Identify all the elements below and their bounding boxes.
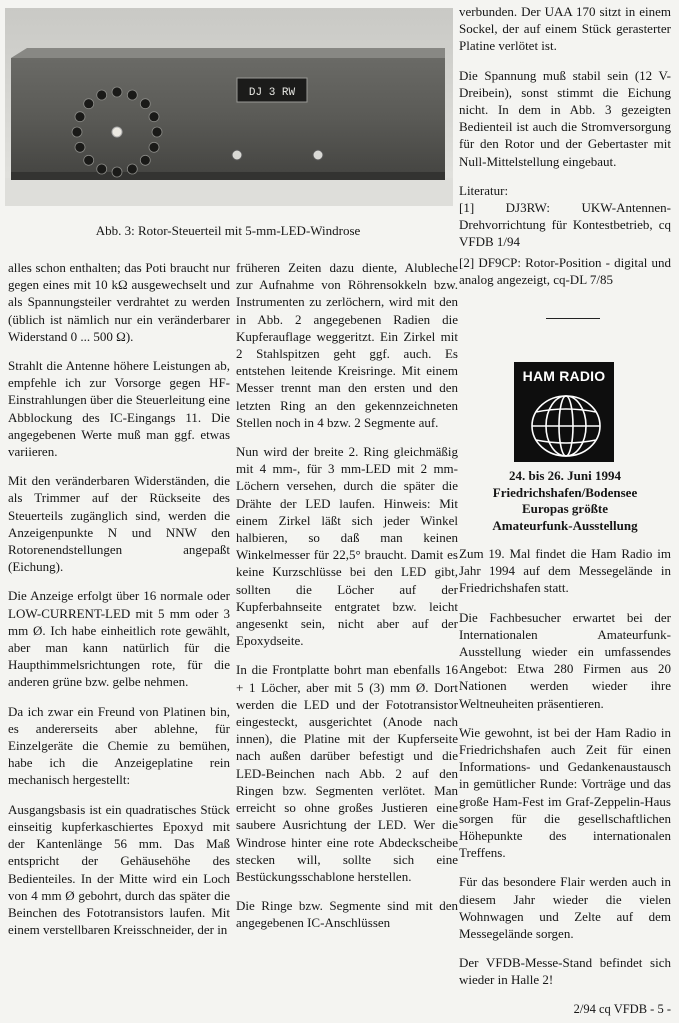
led-dot xyxy=(127,90,137,100)
column-3-bottom xyxy=(459,545,671,1001)
body-paragraph: Für das besondere Flair werden auch in diesem Jahr wieder die vielen Wohnwagen und Zelte auf dem Messegelände sorgen. xyxy=(459,874,671,942)
led-dot xyxy=(112,167,122,177)
led-dot xyxy=(149,142,159,152)
body-paragraph: Strahlt die Antenne höhere Leistungen ab, empfehle ich zur Vorsorge gegen HF-Einstrahlungen über die Steuerleitung eine Abblockung des IC-Eingangs 11. Die angegebenen Werte muß man ggf. etwas variieren. xyxy=(8,358,230,460)
body-paragraph: Der VFDB-Messe-Stand befindet sich wieder in Halle 2! xyxy=(459,955,671,988)
event-place: Friedrichshafen/Bodensee xyxy=(492,484,638,500)
column-1 xyxy=(8,259,230,950)
figure-caption: Abb. 3: Rotor-Steuerteil mit 5-mm-LED-Windrose xyxy=(95,223,361,238)
body-paragraph: Die Spannung muß stabil sein (12 V-Dreibein), sonst stimmt die Eichung nicht. In dem in Abb. 3 gezeigten Bedienteil ist auch die Stromversorgung für den Rotor und der Gebertaster mit Null-Mittelstellung eingebaut. xyxy=(459,67,671,169)
section-divider xyxy=(546,318,600,319)
body-paragraph: Ausgangsbasis ist ein quadratisches Stück einseitig kupferkaschiertes Epoxyd mit der Kantenlänge 56 mm. Das Maß entspricht der Gehäusehöhe des Bedienteiles. In der Mitte wird ein Loch von 4 mm Ø gebohrt, durch das später die Beinchen des Fototransistors laufen. Mit einem verstellbaren Kreisschneider, der in xyxy=(8,801,230,938)
event-headline xyxy=(459,468,671,534)
led-dot xyxy=(127,164,137,174)
led-dot xyxy=(72,127,82,137)
rotor-control-photo xyxy=(5,8,453,206)
body-paragraph: Nun wird der breite 2. Ring gleichmäßig mit 4 mm-, für 3 mm-LED mit 2 mm-Löchern versehen, durch die später die Drähte der LED laufen. Hinweis: Mit einem Zirkel läßt sich jeder Winkel halbieren, so daß man keinen Winkelmesser für 22,5° braucht. Damit es keine Kurzschlüsse bei den LED gibt, sollten die Löcher auf der Kupferbahnseite entgratet bzw. leicht angesenkt sein, nicht aber auf der Epoxydseite. xyxy=(236,444,458,649)
column-2 xyxy=(236,259,458,944)
led-dot xyxy=(97,90,107,100)
body-paragraph: Die Fachbesucher erwartet bei der Internationalen Amateurfunk-Ausstellung wieder ein umfassendes Angebot: Etwa 280 Firmen aus 20 Nationen werden wieder ihre Weltneuheiten präsentieren. xyxy=(459,609,671,711)
led-dot xyxy=(140,155,150,165)
phototransistor xyxy=(112,127,122,137)
photo-illustration xyxy=(5,8,453,206)
ham-radio-logo-text: HAM RADIO xyxy=(522,368,606,384)
ham-radio-logo xyxy=(514,362,614,462)
led-dot xyxy=(75,112,85,122)
body-paragraph: Wie gewohnt, ist bei der Ham Radio in Friedrichshafen auch Zeit für einen Informations- und Gedankenaustausch in gemütlicher Runde: Vorträge und das große Ham-Fest im Graf-Zeppelin-Haus sorgen für die gesellschaftlichen Höhepunkte des internationalen Treffens. xyxy=(459,724,671,861)
globe-icon xyxy=(514,386,614,462)
literature-item: [2] DF9CP: Rotor-Position - digital und analog angezeigt, cq-DL 7/85 xyxy=(459,254,671,287)
knob-left xyxy=(232,150,242,160)
callsign-display-text: DJ 3 RW xyxy=(248,87,296,99)
body-paragraph: Da ich zwar ein Freund von Platinen bin, es andererseits aber ablehne, für Einzelgeräte die Chemie zu bemühen, habe ich die Anzeigeplatine rein mechanisch hergestellt: xyxy=(8,703,230,788)
event-dates: 24. bis 26. Juni 1994 xyxy=(509,468,621,483)
led-dot xyxy=(84,99,94,109)
event-tagline-1: Europas größte xyxy=(521,501,609,516)
event-tagline-2: Amateurfunk-Ausstellung xyxy=(492,517,638,533)
body-paragraph: In die Frontplatte bohrt man ebenfalls 16 + 1 Löcher, aber mit 5 (3) mm Ø. Dort werden die LED und der Fototransistor eingesteckt, ausgerichtet (Anode nach innen), die Platine mit der Kupferseite nach außen darüber befestigt und die LED-Beinchen nach Abb. 2 auf den Ringen bzw. Segmenten verlötet. Man erreicht so ohne großes Justieren eine saubere Ausrichtung der LED. Wer die Windrose hinter eine rote Abdeckscheibe stecken will, sollte sich eine Bestückungsschablone herstellen. xyxy=(236,662,458,884)
led-dot xyxy=(152,127,162,137)
led-dot xyxy=(84,155,94,165)
led-dot xyxy=(149,112,159,122)
body-paragraph: Mit den veränderbaren Widerständen, die als Trimmer auf der Rückseite des Steuerteils zugänglich sind, werden die Anzeigenpunkte N und NNW den Rotorenendstellungen angepaßt (Eichung). xyxy=(8,473,230,575)
literature-title: Literatur: xyxy=(459,182,509,198)
body-paragraph: verbunden. Der UAA 170 sitzt in einem Sockel, der auf einem Stück gerasterter Platine verlötet ist. xyxy=(459,4,671,54)
column-3-top xyxy=(459,3,671,292)
led-dot xyxy=(75,142,85,152)
led-dot xyxy=(97,164,107,174)
body-paragraph: Die Ringe bzw. Segmente sind mit den angegebenen IC-Anschlüssen xyxy=(236,898,458,931)
literature-item: [1] DJ3RW: UKW-Antennen-Drehvorrichtung für Kontestbetrieb, cq VFDB 1/94 xyxy=(459,199,671,249)
body-paragraph: Die Anzeige erfolgt über 16 normale oder LOW-CURRENT-LED mit 5 mm oder 3 mm Ø. Ich habe einheitlich rote gewählt, aber man kann natürlich für die Haupthimmelsrichtungen rote, für die anderen grüne bzw. gelbe nehmen. xyxy=(8,588,230,690)
knob-right xyxy=(313,150,323,160)
led-dot xyxy=(140,99,150,109)
body-paragraph: alles schon enthalten; das Poti braucht nur gegen eines mit 10 kΩ ausgewechselt und als Spannungsteiler verdrahtet zu werden (üblich ist nämlich nur ein veränderbarer Widerstand 0 ... 500 Ω). xyxy=(8,260,230,344)
body-paragraph: Zum 19. Mal findet die Ham Radio im Jahr 1994 auf dem Messegelände in Friedrichshafen statt. xyxy=(459,546,671,596)
led-dot xyxy=(112,87,122,97)
body-paragraph: früheren Zeiten dazu diente, Alubleche zur Aufnahme von Röhrensokkeln bzw. Instrumenten zu zerlöchern, wird mit den in Abb. 2 angegebenen Radien die Kupferauflage weggeritzt. Ein Zirkel mit 2 Stahlspitzen geht ggf. auch. Es entstehen leitende Kreisringe. Mit einem Messer trennt man den ersten und den letzten Ring an den gekennzeichneten Stellen noch in 4 bzw. 2 Segmente auf. xyxy=(236,260,458,430)
page-footer: 2/94 cq VFDB - 5 - xyxy=(573,1002,671,1016)
